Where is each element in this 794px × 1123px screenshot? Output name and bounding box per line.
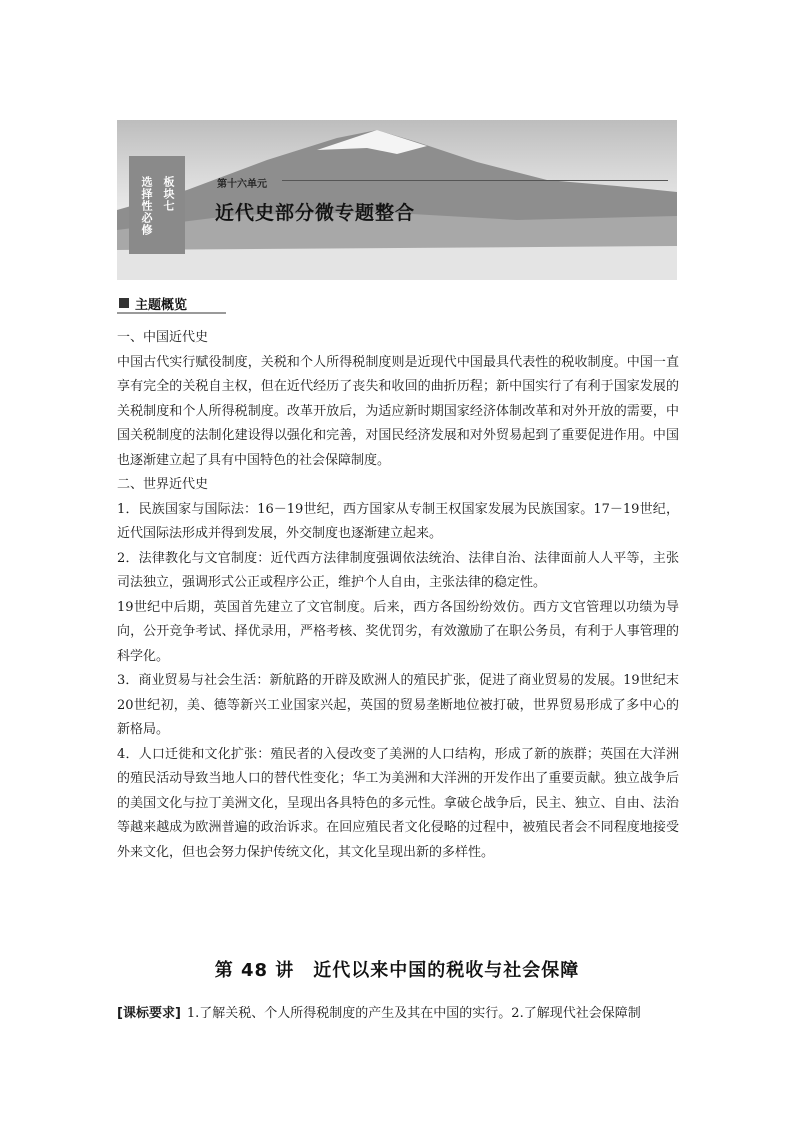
overview-content — [117, 326, 679, 865]
module-label: 板块七 — [162, 176, 175, 212]
requirement-tag: [课标要求] — [117, 1006, 181, 1021]
unit-banner — [117, 120, 677, 280]
paragraph: 4．人口迁徙和文化扩张：殖民者的入侵改变了美洲的人口结构，形成了新的族群；英国在大洋洲的殖民活动导致当地人口的替代性变化；华工为美洲和大洋洲的开发作出了重要贡献。独立战争后的美国文化与拉丁美洲文化，呈现出各具特色的多元性。拿破仑战争后，民主、独立、自由、法治等越来越成为欧洲普遍的政治诉求。在回应殖民者文化侵略的过程中，被殖民者会不同程度地接受外来文化，但也会努力保护传统文化，其文化呈现出新的多样性。 — [117, 746, 679, 860]
paragraph: 1．民族国家与国际法：16－19世纪，西方国家从专制王权国家发展为民族国家。17－19世纪，近代国际法形成并得到发展，外交制度也逐渐建立起来。 — [117, 501, 679, 541]
paragraph: 中国古代实行赋役制度，关税和个人所得税制度则是近现代中国最具代表性的税收制度。中国一直享有完全的关税自主权，但在近代经历了丧失和收回的曲折历程；新中国实行了有利于国家发展的关税制度和个人所得税制度。改革开放后，为适应新时期国家经济体制改革和对外开放的需要，中国关税制度的法制化建设得以强化和完善，对国民经济发展和对外贸易起到了重要促进作用。中国也逐渐建立起了具有中国特色的社会保障制度。 — [117, 354, 679, 468]
paragraph: 3．商业贸易与社会生活：新航路的开辟及欧洲人的殖民扩张，促进了商业贸易的发展。19世纪末20世纪初，美、德等新兴工业国家兴起，英国的贸易垄断地位被打破，世界贸易形成了多中心的新格局。 — [117, 673, 679, 737]
unit-title: 近代史部分微专题整合 — [215, 202, 416, 224]
paragraph: 一、中国近代史 — [117, 330, 209, 345]
paragraph: 2．法律教化与文官制度：近代西方法律制度强调依法统治、法律自治、法律面前人人平等，主张司法独立，强调形式公正或程序公正，维护个人自由，主张法律的稳定性。 — [117, 550, 679, 590]
requirement-text: 1.了解关税、个人所得税制度的产生及其在中国的实行。2.了解现代社会保障制 — [186, 1006, 641, 1021]
module-sub-label: 选择性必修 — [140, 176, 153, 236]
lecture-title: 第 48 讲 近代以来中国的税收与社会保障 — [214, 960, 580, 981]
curriculum-requirement — [117, 1003, 679, 1025]
overview-heading-rule — [117, 312, 226, 314]
overview-heading-text: 主题概览 — [135, 297, 188, 313]
unit-divider — [282, 180, 668, 181]
paragraph: 二、世界近代史 — [117, 477, 209, 492]
module-tag — [129, 156, 185, 254]
unit-label: 第十六单元 — [217, 179, 267, 190]
overview-heading — [117, 294, 226, 312]
square-bullet-icon — [119, 298, 129, 308]
paragraph: 19世纪中后期，英国首先建立了文官制度。后来，西方各国纷纷效仿。西方文官管理以功绩为导向，公开竞争考试、择优录用，严格考核、奖优罚劣，有效激励了在职公务员，有利于人事管理的科学化。 — [117, 599, 679, 664]
